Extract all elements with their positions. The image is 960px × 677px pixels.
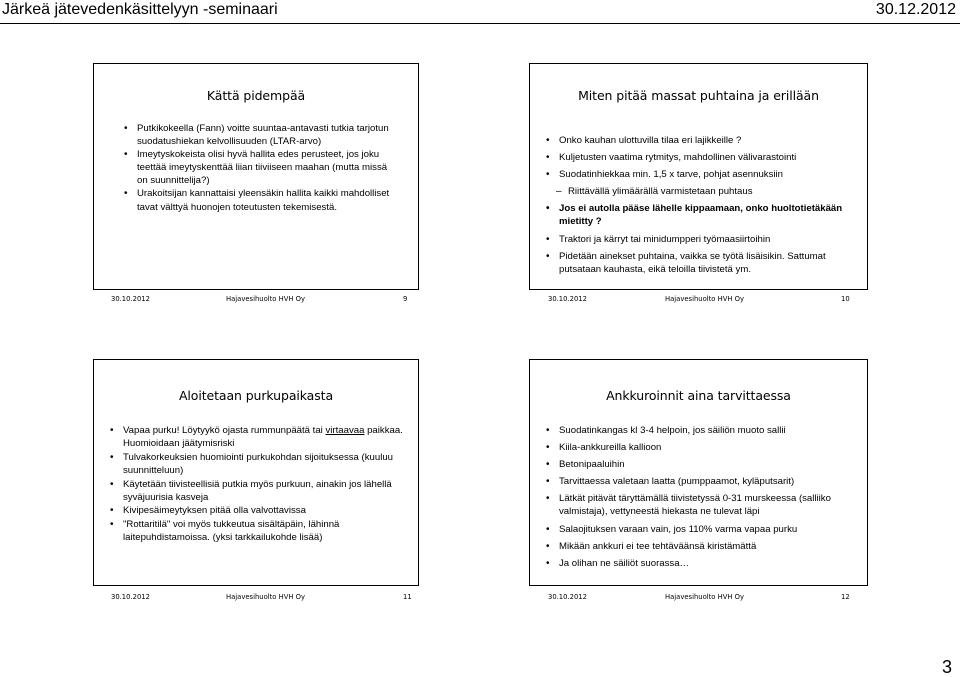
list-item: • Tarvittaessa valetaan laatta (pumppaamot, kyläputsarit) bbox=[546, 475, 864, 488]
list-item: – Riittävällä ylimäärällä varmistetaan puhtaus bbox=[546, 185, 864, 198]
list-item-text: Vapaa purku! Löytyykö ojasta rummunpäätä tai bbox=[123, 425, 326, 436]
bullet-list bbox=[124, 122, 396, 214]
bullet-list bbox=[110, 424, 416, 545]
list-item: • Mikään ankkuri ei tee tehtäväänsä kiristämättä bbox=[546, 540, 864, 553]
slide-12 bbox=[529, 359, 868, 586]
list-item: • Salaojituksen varaan vain, jos 110% varma vapaa purku bbox=[546, 523, 864, 536]
list-item: • Traktori ja kärryt tai minidumpperi työmaasiirtoihin bbox=[546, 233, 864, 246]
slide-title: Aloitetaan purkupaikasta bbox=[178, 388, 334, 403]
page-number: 3 bbox=[941, 657, 952, 677]
slide-footer-date: 30.10.2012 bbox=[111, 593, 150, 601]
slide-number: 11 bbox=[403, 593, 412, 601]
slide-title: Kättä pidempää bbox=[206, 88, 306, 103]
list-item: • Ja olihan ne säiliöt suorassa… bbox=[546, 557, 864, 570]
slide-footer-org: Hajavesihuolto HVH Oy bbox=[665, 593, 745, 601]
slide-footer-org: Hajavesihuolto HVH Oy bbox=[226, 593, 306, 601]
slide-11 bbox=[93, 359, 419, 586]
document-title: Järkeä jätevedenkäsittelyyn -seminaari bbox=[2, 1, 278, 18]
slide-footer-org: Hajavesihuolto HVH Oy bbox=[226, 295, 306, 303]
list-item: • Suodatinkangas kl 3-4 helpoin, jos säiliön muoto sallii bbox=[546, 424, 864, 437]
underlined-word: virtaavaa bbox=[325, 425, 365, 436]
slide-title: Miten pitää massat puhtaina ja erillään bbox=[578, 88, 819, 103]
list-item: • Lätkät pitävät täryttämällä tiivistetyssä 0-31 murskeessa (salliiko valmistaja), vettyneestä hiekasta ne tulevat läpi bbox=[546, 492, 864, 518]
list-item: • Suodatinhiekkaa min. 1,5 x tarve, pohjat asennuksiin bbox=[546, 168, 864, 181]
slide-number: 10 bbox=[841, 295, 850, 303]
slide-footer-date: 30.10.2012 bbox=[111, 295, 150, 303]
slide-title: Ankkuroinnit aina tarvittaessa bbox=[606, 388, 791, 403]
list-item: • Kivipesäimeytyksen pitää olla valvottavissa bbox=[110, 504, 416, 517]
list-item: • Pidetään ainekset puhtaina, vaikka se työtä lisäisikin. Sattumat putsataan kauhasta, eikä teloilla tiivistetä ym. bbox=[546, 250, 864, 276]
slide-footer-date: 30.10.2012 bbox=[548, 295, 587, 303]
list-item: • Jos ei autolla pääse lähelle kippaamaan, onko huoltotietäkään mietitty ? bbox=[546, 202, 864, 228]
list-item: • "Rottaritilä" voi myös tukkeutua sisältäpäin, lähinnä laitepuhdistamoissa. (yksi tarkkailukohde lisää) bbox=[110, 518, 416, 545]
page-header bbox=[0, 0, 960, 22]
bullet-list bbox=[546, 424, 864, 570]
list-item bbox=[110, 424, 416, 451]
list-item: • Kiila-ankkureilla kallioon bbox=[546, 441, 864, 454]
list-item: • Urakoitsijan kannattaisi yleensäkin hallita kaikki mahdolliset tavat välttyä huonojen toteutusten tekemisestä. bbox=[124, 187, 396, 213]
list-item: • Onko kauhan ulottuvilla tilaa eri lajikkeille ? bbox=[546, 134, 864, 147]
slide-footer-date: 30.10.2012 bbox=[548, 593, 587, 601]
list-item-text: paikkaa. Huomioidaan jäätymisriski bbox=[123, 425, 403, 450]
slide-footer-org: Hajavesihuolto HVH Oy bbox=[665, 295, 745, 303]
header-rule bbox=[0, 23, 960, 24]
list-item: • Imeytyskokeista olisi hyvä hallita edes perusteet, jos joku teettää imeytyskenttää liian tiiviiseen maahan (mutta missä on suunnittelija?) bbox=[124, 148, 396, 187]
list-item: • Käytetään tiivisteellisiä putkia myös purkuun, ainakin jos lähellä syväjuurisia kasveja bbox=[110, 478, 416, 505]
slide-number: 9 bbox=[403, 295, 408, 303]
list-item: • Tulvakorkeuksien huomiointi purkukohdan sijoituksessa (kuuluu suunnitteluun) bbox=[110, 451, 416, 478]
list-item: • Putkikokeella (Fann) voitte suuntaa-antavasti tutkia tarjotun suodatushiekan kelvollisuuden (LTAR-arvo) bbox=[124, 122, 396, 148]
document-date: 30.12.2012 bbox=[875, 1, 956, 18]
list-item: • Betonipaaluihin bbox=[546, 458, 864, 471]
bullet-list bbox=[546, 134, 864, 276]
slide-number: 12 bbox=[841, 593, 850, 601]
slide-10 bbox=[529, 63, 868, 290]
slide-9 bbox=[93, 63, 419, 290]
list-item: • Kuljetusten vaatima rytmitys, mahdollinen välivarastointi bbox=[546, 151, 864, 164]
